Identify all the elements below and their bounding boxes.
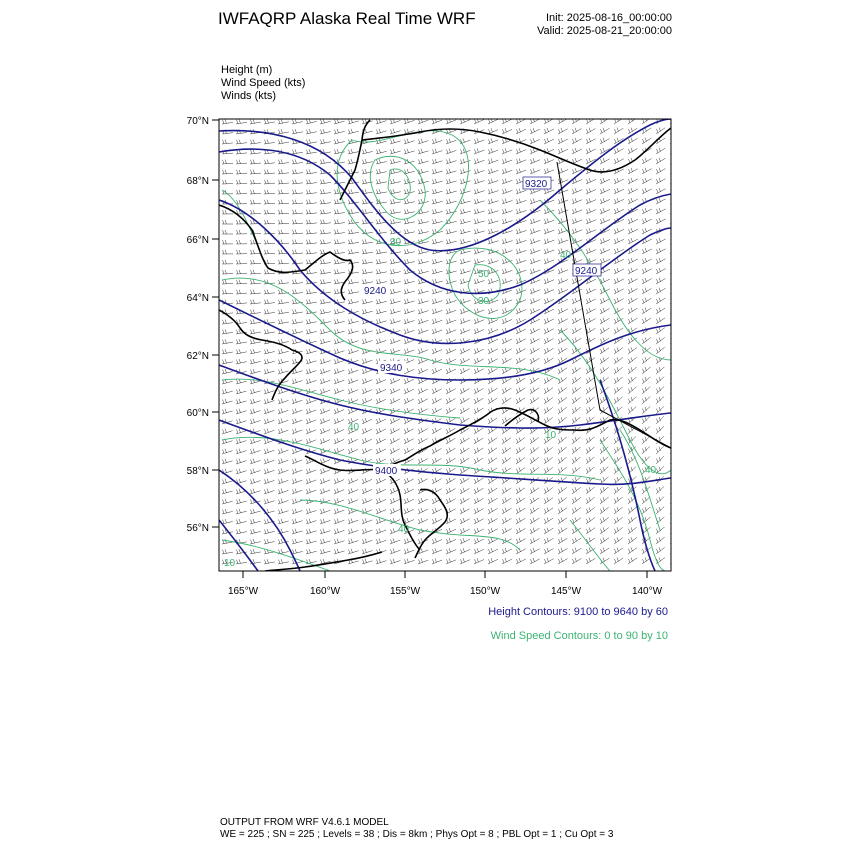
wind-label-4: 40 [560, 250, 572, 261]
height-label: Height (m) [221, 64, 273, 76]
lon-label-145w: 145°W [550, 586, 582, 597]
winds-label: Winds (kts) [221, 90, 276, 102]
height-label-1: 9320 [525, 179, 548, 190]
wind-speed-label: Wind Speed (kts) [221, 77, 306, 89]
height-label-2: 9240 [575, 266, 598, 277]
wind-label-3: 30 [478, 296, 490, 307]
wind-label-2: 50 [478, 269, 490, 280]
model-footer [220, 817, 613, 841]
wind-label-8: 40 [645, 465, 657, 476]
wind-label-9: 10 [224, 558, 236, 569]
wind-label-5: 40 [348, 422, 360, 433]
height-label-4: 9340 [380, 363, 403, 374]
lon-label-160w: 160°W [309, 586, 341, 597]
footer-line-1: OUTPUT FROM WRF V4.6.1 MODEL [220, 817, 389, 828]
height-label-5: 9400 [375, 466, 398, 477]
map-title: IWFAQRP Alaska Real Time WRF [218, 9, 476, 28]
lat-label-70: 70°N [186, 116, 209, 127]
lat-label-62: 62°N [186, 351, 209, 362]
footer-line-2: WE = 225 ; SN = 225 ; Levels = 38 ; Dis = 8km ; Phys Opt = 8 ; PBL Opt = 1 ; Cu Opt = 3 [220, 829, 614, 840]
wind-label-7: 40 [398, 524, 410, 535]
height-label-3: 9240 [364, 286, 387, 297]
lat-label-58: 58°N [186, 466, 209, 477]
lat-label-68: 68°N [186, 176, 209, 187]
wind-label-6: 10 [545, 430, 557, 441]
latitude-axis [187, 116, 219, 534]
lon-label-140w: 140°W [631, 586, 663, 597]
lat-label-66: 66°N [186, 235, 209, 246]
wind-label-1: 30 [390, 237, 402, 248]
lat-label-56: 56°N [186, 523, 209, 534]
lon-label-165w: 165°W [227, 586, 259, 597]
lat-label-60: 60°N [186, 408, 209, 419]
longitude-axis [228, 571, 663, 597]
lon-label-150w: 150°W [469, 586, 501, 597]
wind-contours-note: Wind Speed Contours: 0 to 90 by 10 [490, 630, 668, 642]
init-time: Init: 2025-08-16_00:00:00 [546, 12, 672, 24]
lon-label-155w: 155°W [389, 586, 421, 597]
valid-time: Valid: 2025-08-21_20:00:00 [537, 25, 672, 37]
height-contours-note: Height Contours: 9100 to 9640 by 60 [488, 606, 668, 618]
lat-label-64: 64°N [186, 293, 209, 304]
